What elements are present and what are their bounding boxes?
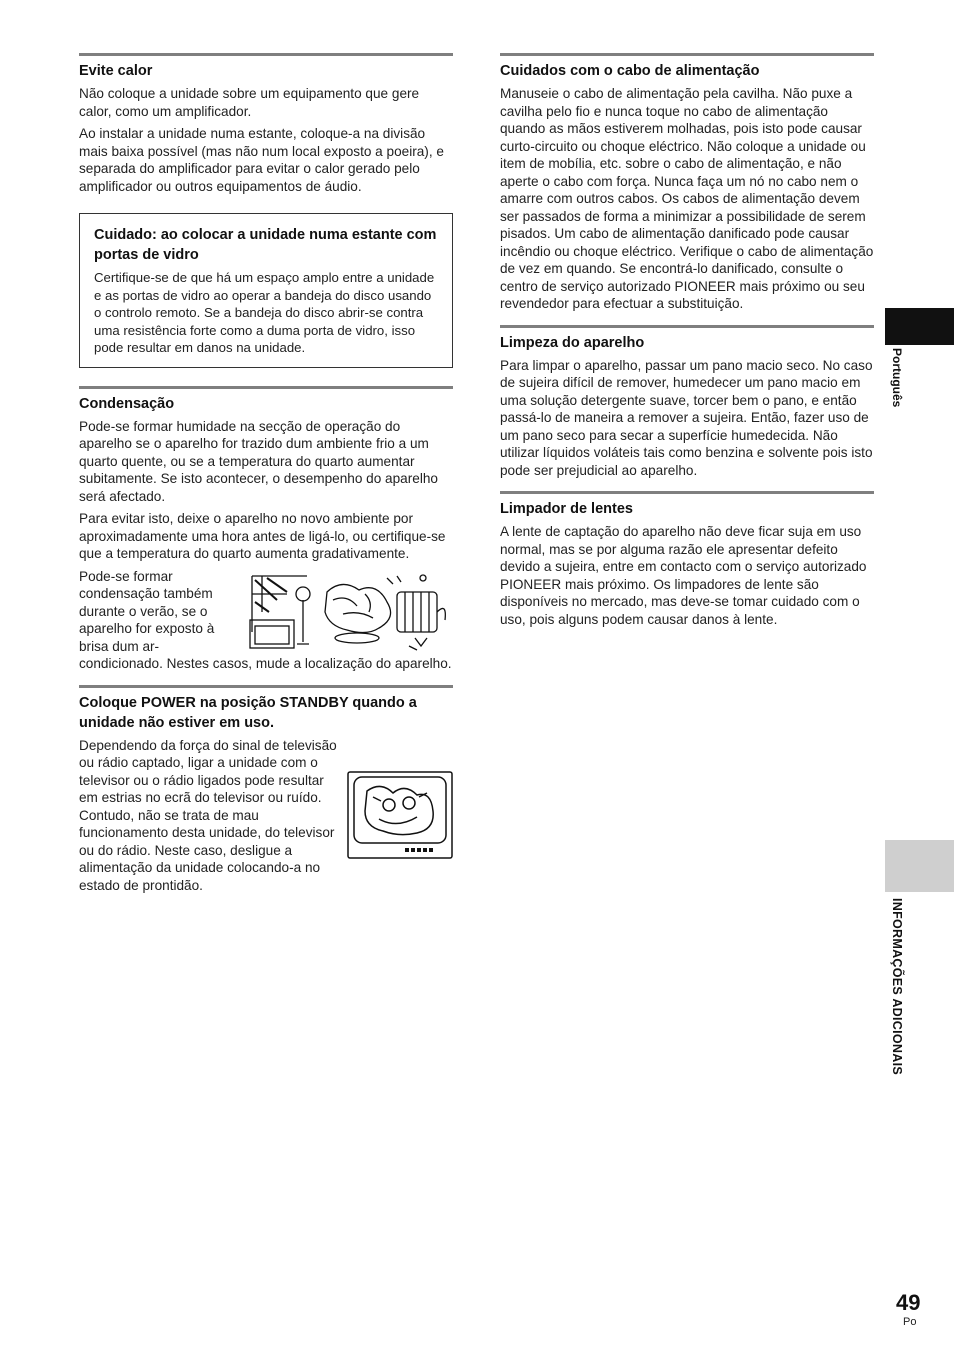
section-title-cleaning: Limpeza do aparelho bbox=[500, 334, 645, 351]
section-lens-cleaner bbox=[500, 491, 874, 628]
section-heat bbox=[79, 53, 453, 195]
caution-box-glass-doors bbox=[79, 213, 453, 368]
language-tab-label: Português bbox=[890, 348, 904, 408]
power-cord-body: Manuseie o cabo de alimentação pela cavilha. Não puxe a cavilha pelo fio e nunca toque no cabo de alimentação quando as mãos estiverem molhadas, pois isto pode causar curto-circuito ou choque eléctrico. Não coloque a unidade ou item de mobília, etc. sobre o cabo de alimentação, e não aperte o cabo com força. Nunca faça um nó no cabo nem o amarre com outros cabos. Os cabos de alimentação devem ser passados de forma a minimizar a possibilidade de serem pisados. Um cabo de alimentação danificado pode causar incêndio ou choque eléctrico. Verifique o cabo de alimentação de vez em quando. Se encontrá-lo danificado, consulte o centro de serviço autorizado PIONEER mais próximo ou seu revendedor para efectuar a substituição. bbox=[500, 86, 874, 311]
section-tab-label: INFORMAÇÕES ADICIONAIS bbox=[890, 898, 904, 1075]
section-title-condensation: Condensação bbox=[79, 395, 175, 412]
section-power-cord bbox=[500, 53, 874, 313]
condensation-paragraph-2: Para evitar isto, deixe o aparelho no novo ambiente por aproximadamente uma hora antes de ligá-lo, ou certifique-se que a temperatura do quarto aumenta gradativamente. bbox=[79, 511, 446, 561]
language-tab-marker bbox=[885, 308, 954, 345]
section-title-standby: Coloque POWER na posição STANDBY quando a unidade não estiver em uso. bbox=[79, 694, 417, 731]
section-standby bbox=[79, 685, 453, 895]
section-tab-marker bbox=[885, 840, 954, 892]
air-conditioner-illustration bbox=[247, 572, 453, 652]
condensation-paragraph-3-wrap bbox=[79, 568, 453, 673]
section-condensation bbox=[79, 386, 453, 673]
left-column bbox=[79, 53, 453, 906]
section-title-heat: Evite calor bbox=[79, 63, 153, 79]
heat-paragraph-1: Não coloque a unidade sobre um equipamento que gere calor, como um amplificador. bbox=[79, 86, 420, 119]
lens-cleaner-body: A lente de captação do aparelho não deve ficar suja em uso normal, mas se por alguma razão ele apresentar defeito devido a sujeira, entre em contacto com o serviço autorizado PIONEER mais próximo. Os limpadores de lente são disponíveis no mercado, mas deve-se tomar cuidado com o uso, pois alguns podem causar danos à lente. bbox=[500, 524, 867, 627]
condensation-paragraph-1: Pode-se formar humidade na secção de operação do aparelho se o aparelho for trazido dum ambiente frio a um quarto quente, ou se a temperatura do quarto aumentar subitamente. Se isto acontecer, o desempenho do aparelho será afectado. bbox=[79, 418, 438, 504]
section-title-power-cord: Cuidados com o cabo de alimentação bbox=[500, 63, 760, 79]
caution-body: Certifique-se de que há um espaço amplo entre a unidade e as portas de vidro ao operar a bandeja do disco usando o controlo remoto. Se a bandeja do disco abrir-se contra uma resistência forte como a duma porta de vidro, isso pode resultar em danos na unidade. bbox=[94, 270, 435, 355]
section-title-lens-cleaner: Limpador de lentes bbox=[500, 501, 633, 517]
right-column bbox=[500, 53, 874, 640]
standby-body: Dependendo da força do sinal de televisão ou rádio captado, ligar a unidade com o televisor ou o rádio ligados pode resultar em estrias no ecrã do televisor ou ruído. Contudo, não se trata de mau funcionamento desta unidade, do televisor ou do rádio. Neste caso, desligue a alimentação da unidade colocando-a no estado de prontidão. bbox=[79, 737, 337, 893]
heat-paragraph-2: Ao instalar a unidade numa estante, coloque-a na divisão mais baixa possível (mas não num local exposto a poeira), e separada do amplificador para evitar o calor gerado pelo amplificador ou outros equipamentos de áudio. bbox=[79, 126, 444, 194]
television-illustration bbox=[347, 771, 453, 859]
caution-title: Cuidado: ao colocar a unidade numa estante com portas de vidro bbox=[94, 227, 437, 263]
page-number: 49 bbox=[896, 1290, 921, 1315]
page-language-code: Po bbox=[903, 1316, 917, 1328]
cleaning-body: Para limpar o aparelho, passar um pano macio seco. No caso de sujeira difícil de remover, humedecer um pano macio em uma solução detergente suave, torcer bem o pano, e então passá-lo de maneira a remover a sujeira. Então, fazer uso de um pano seco para secar a superfície humedecida. Não utilizar líquidos voláteis tais como benzina e solvente pois isto pode ser prejudicial ao aparelho. bbox=[500, 357, 873, 478]
standby-body-wrap bbox=[79, 737, 453, 895]
condensation-paragraph-3: Pode-se formar condensação também durante o verão, se o aparelho for exposto à brisa dum ar-condicionado. Nestes casos, mude a localização do aparelho. bbox=[79, 568, 452, 671]
section-cleaning bbox=[500, 325, 874, 480]
